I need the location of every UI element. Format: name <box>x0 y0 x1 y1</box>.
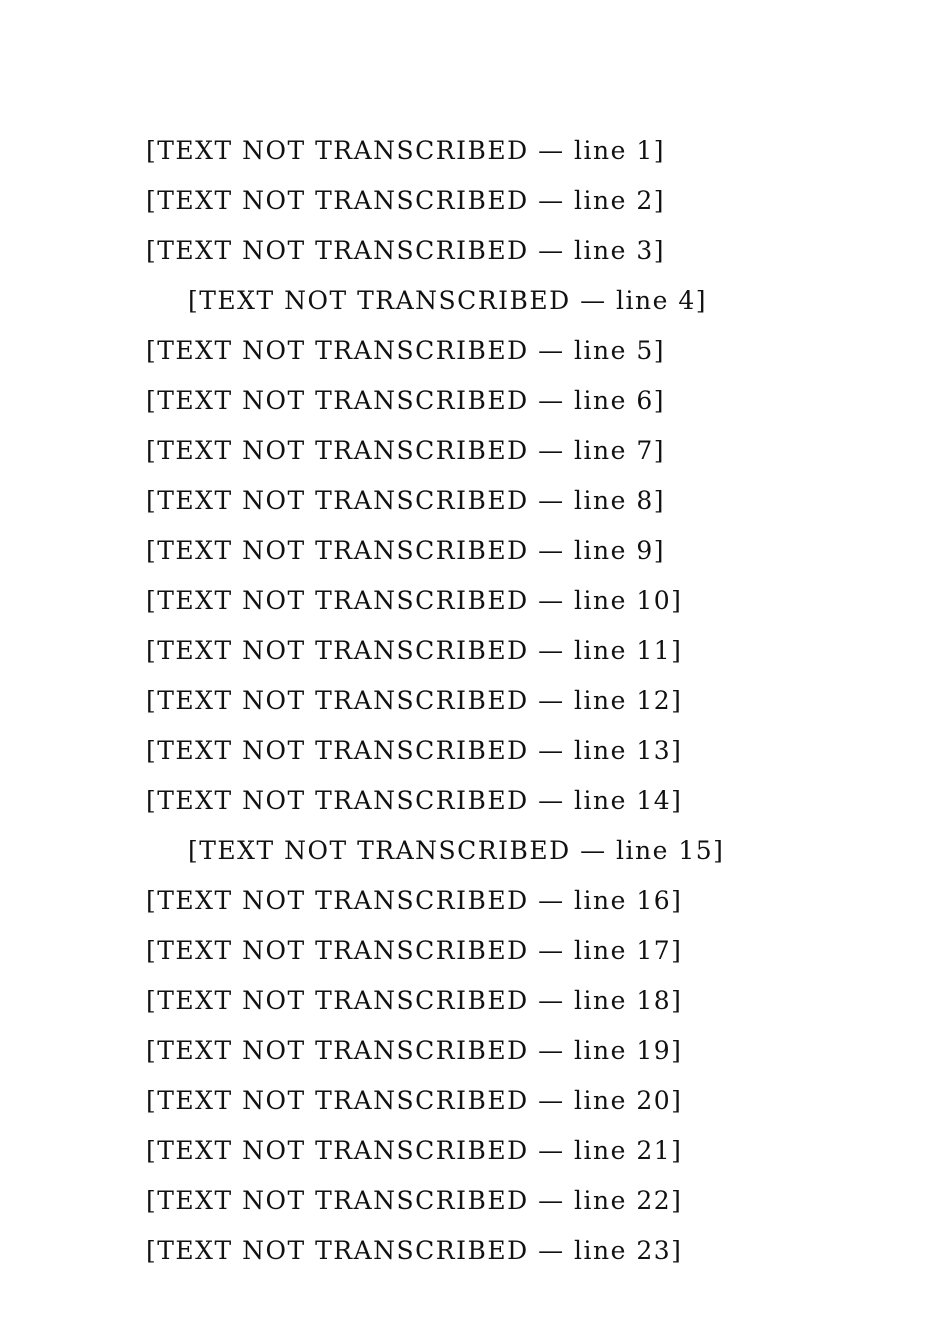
paragraph-line: [TEXT NOT TRANSCRIBED — line 6] <box>146 386 666 415</box>
paragraph-line: [TEXT NOT TRANSCRIBED — line 20] <box>146 1086 683 1115</box>
paragraph-line: [TEXT NOT TRANSCRIBED — line 18] <box>146 986 683 1015</box>
paragraph-line: [TEXT NOT TRANSCRIBED — line 21] <box>146 1136 683 1165</box>
paragraph-line: [TEXT NOT TRANSCRIBED — line 11] <box>146 636 683 665</box>
paragraph-line: [TEXT NOT TRANSCRIBED — line 1] <box>146 136 666 165</box>
paragraph-line: [TEXT NOT TRANSCRIBED — line 8] <box>146 486 666 515</box>
paragraph-line: [TEXT NOT TRANSCRIBED — line 2] <box>146 186 666 215</box>
paragraph-line: [TEXT NOT TRANSCRIBED — line 19] <box>146 1036 683 1065</box>
paragraph-line: [TEXT NOT TRANSCRIBED — line 5] <box>146 336 666 365</box>
paragraph-line: [TEXT NOT TRANSCRIBED — line 13] <box>146 736 683 765</box>
paragraph-line: [TEXT NOT TRANSCRIBED — line 15] <box>188 836 725 865</box>
paragraph-item-3 <box>146 276 810 826</box>
paragraph-line: [TEXT NOT TRANSCRIBED — line 22] <box>146 1186 683 1215</box>
paragraph-line: [TEXT NOT TRANSCRIBED — line 10] <box>146 586 683 615</box>
paragraph-continuation <box>146 126 810 276</box>
paragraph-line: [TEXT NOT TRANSCRIBED — line 17] <box>146 936 683 965</box>
paragraph-line: [TEXT NOT TRANSCRIBED — line 16] <box>146 886 683 915</box>
paragraph-item-4 <box>146 826 810 1276</box>
paragraph-line: [TEXT NOT TRANSCRIBED — line 9] <box>146 536 666 565</box>
paragraph-line: [TEXT NOT TRANSCRIBED — line 4] <box>188 286 708 315</box>
paragraph-line: [TEXT NOT TRANSCRIBED — line 23] <box>146 1236 683 1265</box>
paragraph-line: [TEXT NOT TRANSCRIBED — line 14] <box>146 786 683 815</box>
paragraph-line: [TEXT NOT TRANSCRIBED — line 12] <box>146 686 683 715</box>
paragraph-line: [TEXT NOT TRANSCRIBED — line 3] <box>146 236 666 265</box>
paragraph-line: [TEXT NOT TRANSCRIBED — line 7] <box>146 436 666 465</box>
